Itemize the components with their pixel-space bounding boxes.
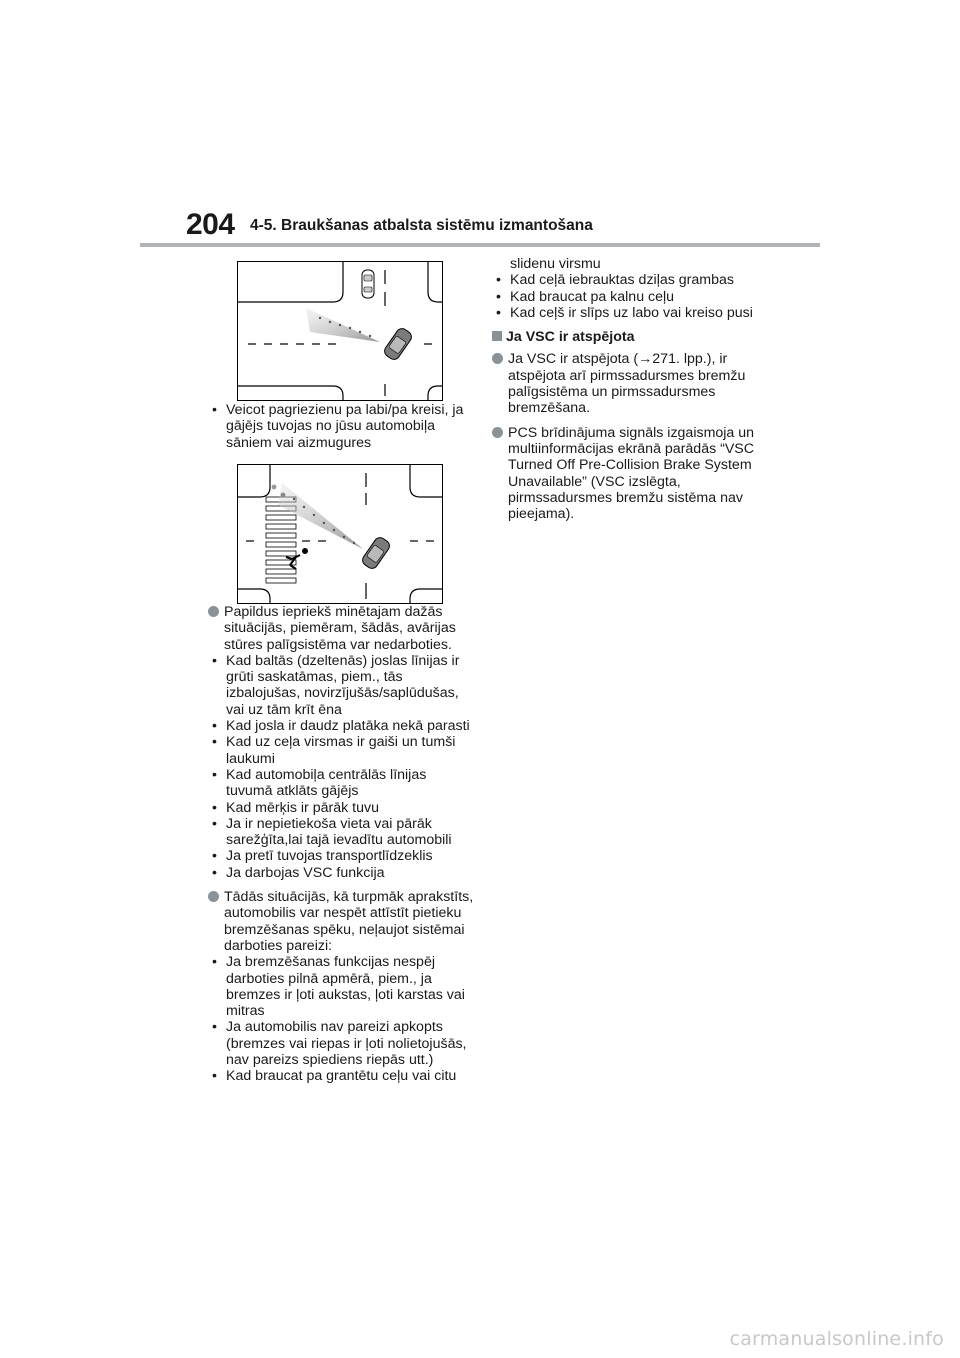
list-item: • Kad baltās (dzeltenās) joslas līnijas ir grūti saskatāmas, piem., tās izbalojušas, novirzījušās/saplūdušas, vai uz tām krīt ēna xyxy=(208,653,476,718)
list-item: • Ja pretī tuvojas transportlīdzeklis xyxy=(208,848,476,864)
list-item: • Ja darbojas VSC funkcija xyxy=(208,865,476,881)
list-item: • Veicot pagriezienu pa labi/pa kreisi, ja gājējs tuvojas no jūsu automobiļa sāniem vai aizmugures xyxy=(208,402,476,451)
list-item: • Kad uz ceļa virsmas ir gaiši un tumši laukumi xyxy=(208,734,476,767)
left-column-main xyxy=(208,604,476,1085)
watermark: carmanualsonline.info xyxy=(729,1328,944,1350)
subsection-heading xyxy=(492,329,772,345)
heading-text: Ja VSC ir atspējota xyxy=(506,329,635,346)
section-title: 4-5. Braukšanas atbalsta sistēmu izmantošana xyxy=(250,217,593,234)
list-item: • Kad josla ir daudz platāka nekā parasti xyxy=(208,718,476,734)
square-bullet-icon xyxy=(492,331,502,341)
list-item: • Kad ceļā iebrauktas dziļas grambas xyxy=(492,272,772,288)
right-column xyxy=(492,256,772,522)
bullet-dot-icon xyxy=(492,427,503,438)
page-number: 204 xyxy=(186,208,235,241)
list-item: • Ja ir nepietiekoša vieta vai pārāk sarežģīta,lai tajā ievadītu automobili xyxy=(208,816,476,849)
figure-turn-intersection xyxy=(237,261,443,401)
list-item xyxy=(208,889,476,954)
list-item: • Ja automobilis nav pareizi apkopts (bremzes vai riepas ir ļoti nolietojušās, nav pareizs spiediens riepās utt.) xyxy=(208,1019,476,1068)
header-rule xyxy=(140,243,820,247)
bullet-dot-icon xyxy=(492,353,503,364)
bullet-dot-icon xyxy=(208,891,219,902)
list-item: • Kad braucat pa kalnu ceļu xyxy=(492,289,772,305)
continuation-text: slidenu virsmu xyxy=(510,256,601,272)
list-item: • Ja bremzēšanas funkcijas nespēj darboties pilnā apmērā, piem., ja bremzes ir ļoti aukstas, ļoti karstas vai mitras xyxy=(208,954,476,1019)
bullet-dot-icon xyxy=(208,606,219,617)
paragraph-text: Ja VSC ir atspējota (→271. lpp.), ir atspējota arī pirmssadursmes bremžu palīgsistēma un pirmssadursmes bremzēšana. xyxy=(508,351,746,417)
list-item: • Kad automobiļa centrālās līnijas tuvumā atklāts gājējs xyxy=(208,767,476,800)
left-column-bullets-1 xyxy=(208,402,476,451)
list-item xyxy=(492,425,772,523)
list-item: • Kad ceļš ir slīps uz labo vai kreiso pusi xyxy=(492,305,772,321)
paragraph-text: Tādās situācijās, kā turpmāk aprakstīts, automobilis var nespēt attīstīt pietieku bremzēšanas spēku, neļaujot sistēmai darboties pareizi: xyxy=(224,889,474,954)
list-item xyxy=(208,604,476,653)
list-item: • Kad mērķis ir pārāk tuvu xyxy=(208,800,476,816)
list-item xyxy=(492,351,772,416)
list-item: • Kad braucat pa grantētu ceļu vai citu xyxy=(208,1068,476,1084)
paragraph-text: Papildus iepriekš minētajam dažās situācijās, piemēram, šādās, avārijas stūres palīgsistēma var nedarboties. xyxy=(224,604,456,653)
paragraph-text: PCS brīdinājuma signāls izgaismoja un multiinformācijas ekrānā parādās “VSC Turned Off Pre-Collision Brake System Unavailable” (VSC izslēgta, pirmssadursmes bremžu sistēma nav pieejama). xyxy=(508,424,755,523)
figure-pedestrian-crossing xyxy=(237,464,443,604)
